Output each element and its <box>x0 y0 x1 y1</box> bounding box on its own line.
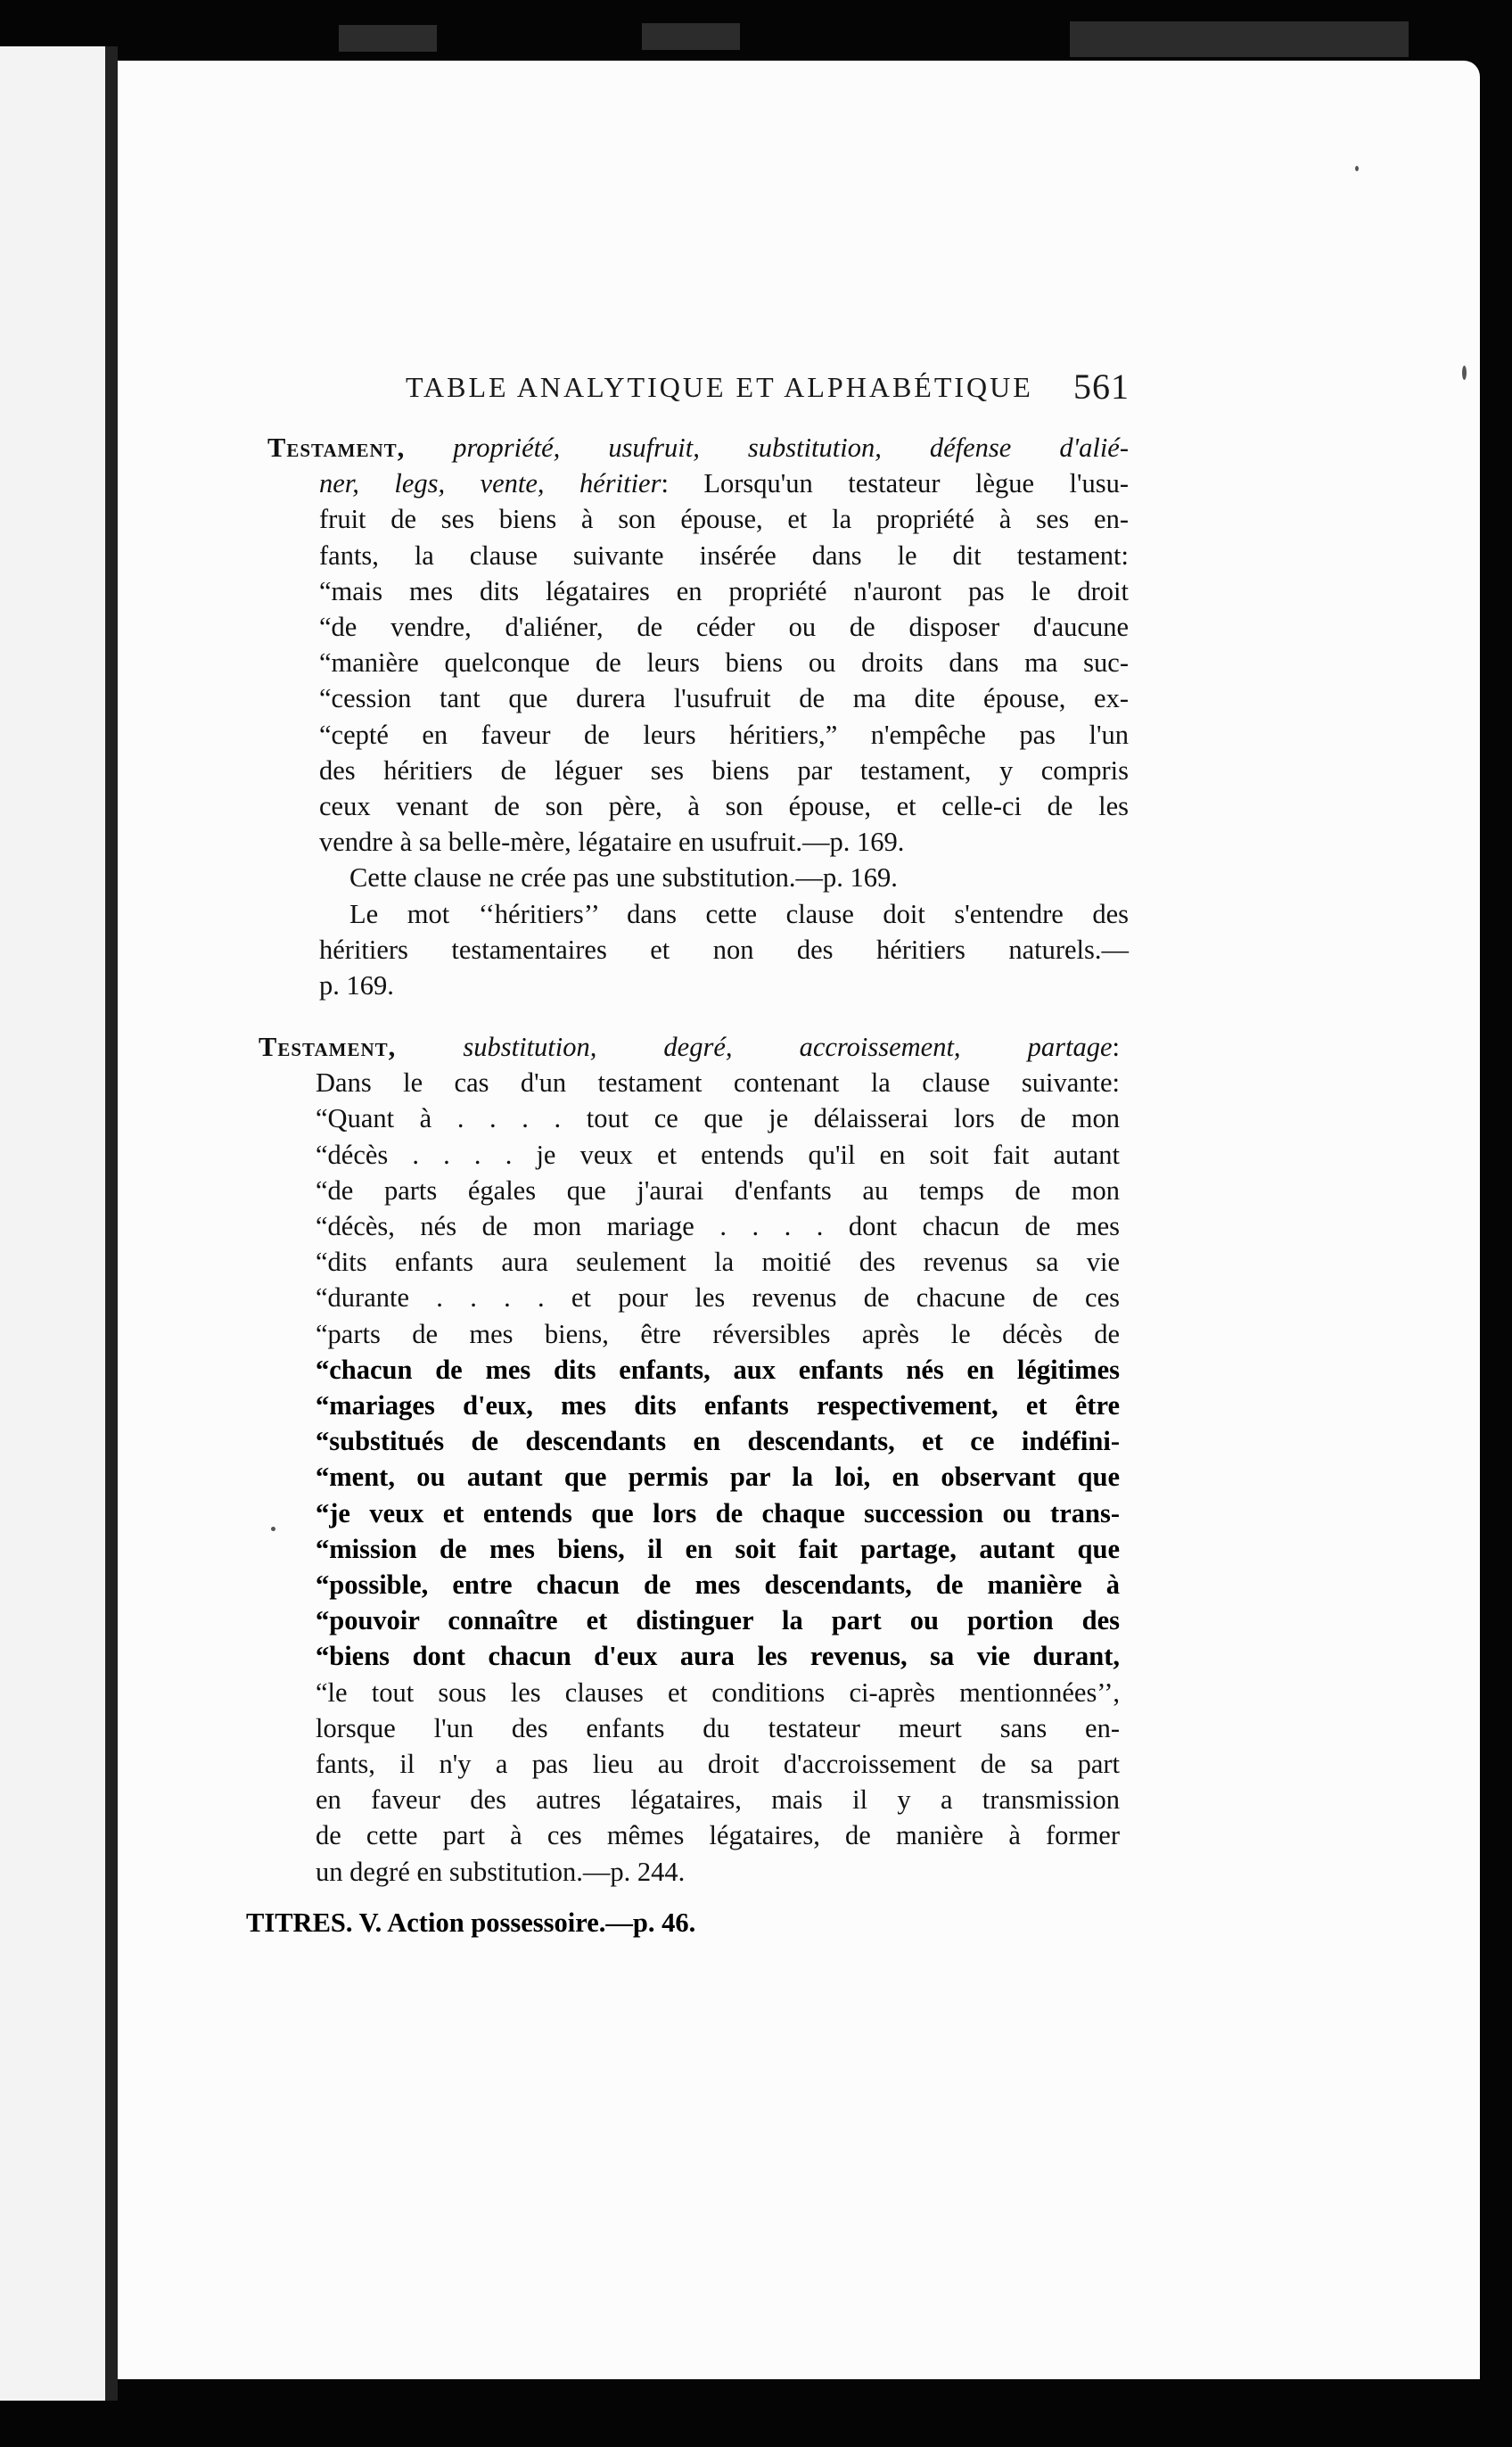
entry-line: “dits enfants aura seulement la moitié des revenus sa vie <box>316 1247 1120 1278</box>
running-title: TABLE ANALYTIQUE ET ALPHABÉTIQUE <box>406 371 1033 403</box>
entry-line: un degré en substitution.—p. 244. <box>316 1856 686 1887</box>
torn-paper-edge <box>1070 21 1409 57</box>
entry-line: “substitués de descendants en descendants, et ce indéfini- <box>316 1426 1120 1457</box>
entry-line: Testament, substitution, degré, accroissement, partage: <box>259 1032 1120 1062</box>
running-header <box>406 367 1137 407</box>
entry-line: “je veux et entends que lors de chaque succession ou trans- <box>316 1497 1120 1528</box>
entry-line: TITRES. V. Action possessoire.—p. 46. <box>246 1907 696 1938</box>
entry-line: Le mot ‘‘héritiers’’ dans cette clause doit s'entendre des <box>349 898 1129 929</box>
entry-line <box>267 430 1129 466</box>
entry-line: “cession tant que durera l'usufruit de ma dite épouse, ex- <box>319 683 1129 714</box>
entry-line: en faveur des autres légataires, mais il y a transmission <box>316 1784 1120 1816</box>
entry-line: “cepté en faveur de leurs héritiers,” n'empêche pas l'un <box>319 719 1129 750</box>
entry-line: “de parts égales que j'aurai d'enfants au temps de mon <box>316 1174 1120 1206</box>
entry-line: “pouvoir connaître et distinguer la part ou portion des <box>316 1605 1120 1636</box>
book-spine <box>105 46 118 2401</box>
entry-line: “biens dont chacun d'eux aura les revenus, sa vie durant, <box>316 1641 1120 1672</box>
entry-line: “décès, nés de mon mariage . . . . dont chacun de mes <box>316 1211 1120 1242</box>
torn-paper-edge <box>642 23 740 50</box>
page-number: 561 <box>1073 367 1130 407</box>
page-speck <box>1462 366 1467 380</box>
entry-heading: Testament, <box>267 433 406 463</box>
entry-line: “durante . . . . et pour les revenus de chacune de ces <box>316 1282 1120 1314</box>
entry-line: fants, la clause suivante insérée dans le dit testament: <box>319 540 1129 571</box>
index-entry-testament-substitution <box>259 1029 1120 1890</box>
page-speck <box>1355 166 1359 171</box>
index-entry-testament-propriete <box>267 430 1129 1003</box>
entry-line: “possible, entre chacun de mes descendants, de manière à <box>316 1570 1120 1601</box>
entry-line: lorsque l'un des enfants du testateur meurt sans en- <box>316 1712 1120 1743</box>
entry-line: “le tout sous les clauses et conditions ci-après mentionnées’’, <box>316 1677 1120 1708</box>
entry-line: “ment, ou autant que permis par la loi, en observant que <box>316 1462 1120 1493</box>
entry-keywords: substitution, degré, accroissement, partage <box>463 1032 1113 1062</box>
entry-keywords: propriété, usufruit, substitution, défense d'alié- <box>453 433 1129 463</box>
entry-line: “mariages d'eux, mes dits enfants respectivement, et être <box>316 1390 1120 1421</box>
torn-paper-edge <box>339 25 437 52</box>
entry-line: ner, legs, vente, héritier: Lorsqu'un testateur lègue l'usu- <box>319 468 1130 499</box>
entry-line: “mission de mes biens, il en soit fait partage, autant que <box>316 1533 1120 1564</box>
entry-line: “mais mes dits légataires en propriété n'auront pas le droit <box>319 575 1129 606</box>
entry-line: fruit de ses biens à son épouse, et la propriété à ses en- <box>319 504 1129 535</box>
entry-line: Cette clause ne crée pas une substitution.—p. 169. <box>349 862 898 894</box>
entry-line: “parts de mes biens, être réversibles après le décès de <box>316 1318 1120 1349</box>
left-page-edge <box>0 46 114 2401</box>
entry-line: p. 169. <box>319 970 394 1001</box>
entry-line: des héritiers de léguer ses biens par testament, y compris <box>319 754 1129 786</box>
entry-line: “manière quelconque de leurs biens ou droits dans ma suc- <box>319 647 1129 679</box>
entry-line: vendre à sa belle-mère, légataire en usufruit.—p. 169. <box>319 827 905 858</box>
entry-line: “chacun de mes dits enfants, aux enfants nés en légitimes <box>316 1354 1120 1385</box>
entry-line: de cette part à ces mêmes légataires, de manière à former <box>316 1820 1120 1851</box>
entry-line: héritiers testamentaires et non des héritiers naturels.— <box>319 934 1129 965</box>
index-entry-titres <box>246 1905 870 1940</box>
entry-line: Dans le cas d'un testament contenant la clause suivante: <box>316 1067 1120 1099</box>
entry-line: ceux venant de son père, à son épouse, et celle-ci de les <box>319 791 1129 822</box>
entry-line: “Quant à . . . . tout ce que je délaisserai lors de mon <box>316 1103 1120 1134</box>
entry-line: fants, il n'y a pas lieu au droit d'accroissement de sa part <box>316 1749 1120 1780</box>
entry-line: “décès . . . . je veux et entends qu'il en soit fait autant <box>316 1139 1120 1170</box>
entry-heading: Testament, <box>259 1032 397 1062</box>
page-speck <box>271 1527 275 1531</box>
entry-line: “de vendre, d'aliéner, de céder ou de disposer d'aucune <box>319 612 1129 643</box>
